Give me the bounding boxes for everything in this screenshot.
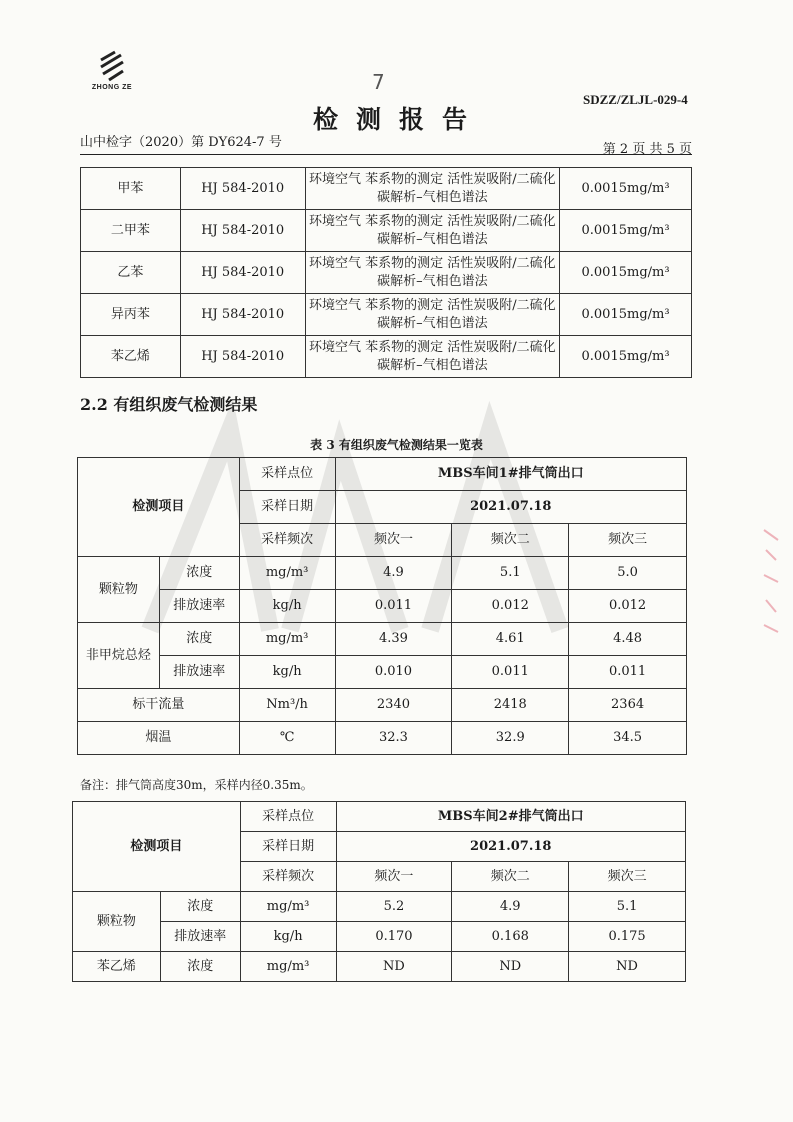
table-row	[78, 458, 687, 491]
date-label: 采样日期	[239, 491, 335, 524]
value: 0.012	[569, 590, 687, 623]
handwritten-mark: 7	[372, 70, 385, 94]
cell-item: 异丙苯	[81, 294, 181, 336]
value: 0.011	[569, 656, 687, 689]
value: 5.1	[452, 557, 569, 590]
cell-item: 苯乙烯	[81, 336, 181, 378]
section-heading: 2.2 有组织废气检测结果	[80, 395, 258, 414]
unit: Nm³/h	[239, 689, 335, 722]
logo-text: ZHONG ZE	[91, 84, 133, 91]
report-title: 检测报告	[313, 105, 486, 134]
freq-3: 频次三	[569, 524, 687, 557]
nmhc-label: 非甲烷总烃	[78, 623, 160, 689]
date-value: 2021.07.18	[336, 832, 685, 862]
value: 5.2	[336, 892, 452, 922]
table-caption: 表 3 有组织废气检测结果一览表	[310, 438, 483, 452]
cell-std: HJ 584-2010	[180, 168, 305, 210]
pm-label: 颗粒物	[78, 557, 160, 623]
rate-label: 排放速率	[160, 922, 240, 952]
cell-method: 环境空气 苯系物的测定 活性炭吸附/二硫化碳解析–气相色谱法	[305, 294, 559, 336]
table-row	[73, 892, 686, 922]
cell-limit: 0.0015mg/m³	[560, 252, 692, 294]
table-row	[81, 252, 692, 294]
value: 2340	[335, 689, 452, 722]
logo-stripes-icon	[95, 50, 129, 82]
freq-2: 频次二	[452, 524, 569, 557]
cell-std: HJ 584-2010	[180, 210, 305, 252]
site-label: 采样点位	[240, 802, 336, 832]
remark: 备注：排气筒高度30m，采样内径0.35m。	[80, 778, 313, 792]
value: 5.0	[569, 557, 687, 590]
cell-item: 乙苯	[81, 252, 181, 294]
cell-limit: 0.0015mg/m³	[560, 168, 692, 210]
value: ND	[336, 952, 452, 982]
unit: mg/m³	[239, 557, 335, 590]
item-header: 检测项目	[73, 802, 241, 892]
page-number: 第 2 页 共 5 页	[602, 142, 692, 157]
pm-label: 颗粒物	[73, 892, 161, 952]
freq-label: 采样频次	[239, 524, 335, 557]
conc-label: 浓度	[159, 623, 239, 656]
table-row	[81, 294, 692, 336]
table-row	[73, 922, 686, 952]
table-row	[78, 722, 687, 755]
cell-std: HJ 584-2010	[180, 294, 305, 336]
value: 2418	[452, 689, 569, 722]
value: 0.012	[452, 590, 569, 623]
value: 0.011	[452, 656, 569, 689]
header-divider	[80, 154, 692, 155]
value: 32.9	[452, 722, 569, 755]
cell-item: 二甲苯	[81, 210, 181, 252]
table-row	[73, 802, 686, 832]
unit: mg/m³	[239, 623, 335, 656]
site-value: MBS车间1#排气筒出口	[335, 458, 686, 491]
table-row	[78, 590, 687, 623]
value: 4.61	[452, 623, 569, 656]
freq-3: 频次三	[569, 862, 686, 892]
stamp-mark-icon	[760, 520, 782, 640]
value: 0.010	[335, 656, 452, 689]
value: 2364	[569, 689, 687, 722]
value: 0.175	[569, 922, 686, 952]
freq-label: 采样频次	[240, 862, 336, 892]
value: 34.5	[569, 722, 687, 755]
value: ND	[569, 952, 686, 982]
freq-1: 频次一	[336, 862, 452, 892]
freq-2: 频次二	[452, 862, 569, 892]
value: 4.9	[335, 557, 452, 590]
styrene-label: 苯乙烯	[73, 952, 161, 982]
method-table	[80, 167, 692, 378]
report-number: 山中检字（2020）第 DY624-7 号	[80, 135, 282, 150]
table-row	[78, 689, 687, 722]
conc-label: 浓度	[160, 892, 240, 922]
conc-label: 浓度	[159, 557, 239, 590]
rate-label: 排放速率	[159, 656, 239, 689]
unit: kg/h	[240, 922, 336, 952]
cell-method: 环境空气 苯系物的测定 活性炭吸附/二硫化碳解析–气相色谱法	[305, 168, 559, 210]
date-value: 2021.07.18	[335, 491, 686, 524]
value: 0.170	[336, 922, 452, 952]
company-logo	[88, 50, 136, 91]
site-value: MBS车间2#排气筒出口	[336, 802, 685, 832]
value: 32.3	[335, 722, 452, 755]
cell-limit: 0.0015mg/m³	[560, 294, 692, 336]
table-row	[78, 557, 687, 590]
value: 0.168	[452, 922, 569, 952]
cell-method: 环境空气 苯系物的测定 活性炭吸附/二硫化碳解析–气相色谱法	[305, 252, 559, 294]
value: 4.48	[569, 623, 687, 656]
value: 4.9	[452, 892, 569, 922]
unit: kg/h	[239, 590, 335, 623]
table-row	[73, 952, 686, 982]
table-row	[78, 656, 687, 689]
cell-item: 甲苯	[81, 168, 181, 210]
cell-std: HJ 584-2010	[180, 252, 305, 294]
flow-label: 标干流量	[78, 689, 240, 722]
item-header: 检测项目	[78, 458, 240, 557]
value: ND	[452, 952, 569, 982]
cell-std: HJ 584-2010	[180, 336, 305, 378]
freq-1: 频次一	[335, 524, 452, 557]
unit: kg/h	[239, 656, 335, 689]
results-table-2	[72, 801, 686, 982]
table-row	[81, 210, 692, 252]
table-row	[81, 168, 692, 210]
table-row	[78, 623, 687, 656]
temp-label: 烟温	[78, 722, 240, 755]
doc-number: SDZZ/ZLJL-029-4	[583, 92, 688, 107]
unit: mg/m³	[240, 892, 336, 922]
seal-stamp	[760, 520, 782, 640]
value: 4.39	[335, 623, 452, 656]
rate-label: 排放速率	[159, 590, 239, 623]
cell-limit: 0.0015mg/m³	[560, 210, 692, 252]
conc-label: 浓度	[160, 952, 240, 982]
table-row	[81, 336, 692, 378]
value: 0.011	[335, 590, 452, 623]
site-label: 采样点位	[239, 458, 335, 491]
unit: mg/m³	[240, 952, 336, 982]
unit: ℃	[239, 722, 335, 755]
value: 5.1	[569, 892, 686, 922]
cell-method: 环境空气 苯系物的测定 活性炭吸附/二硫化碳解析–气相色谱法	[305, 210, 559, 252]
cell-method: 环境空气 苯系物的测定 活性炭吸附/二硫化碳解析–气相色谱法	[305, 336, 559, 378]
cell-limit: 0.0015mg/m³	[560, 336, 692, 378]
results-table-1	[77, 457, 687, 755]
date-label: 采样日期	[240, 832, 336, 862]
